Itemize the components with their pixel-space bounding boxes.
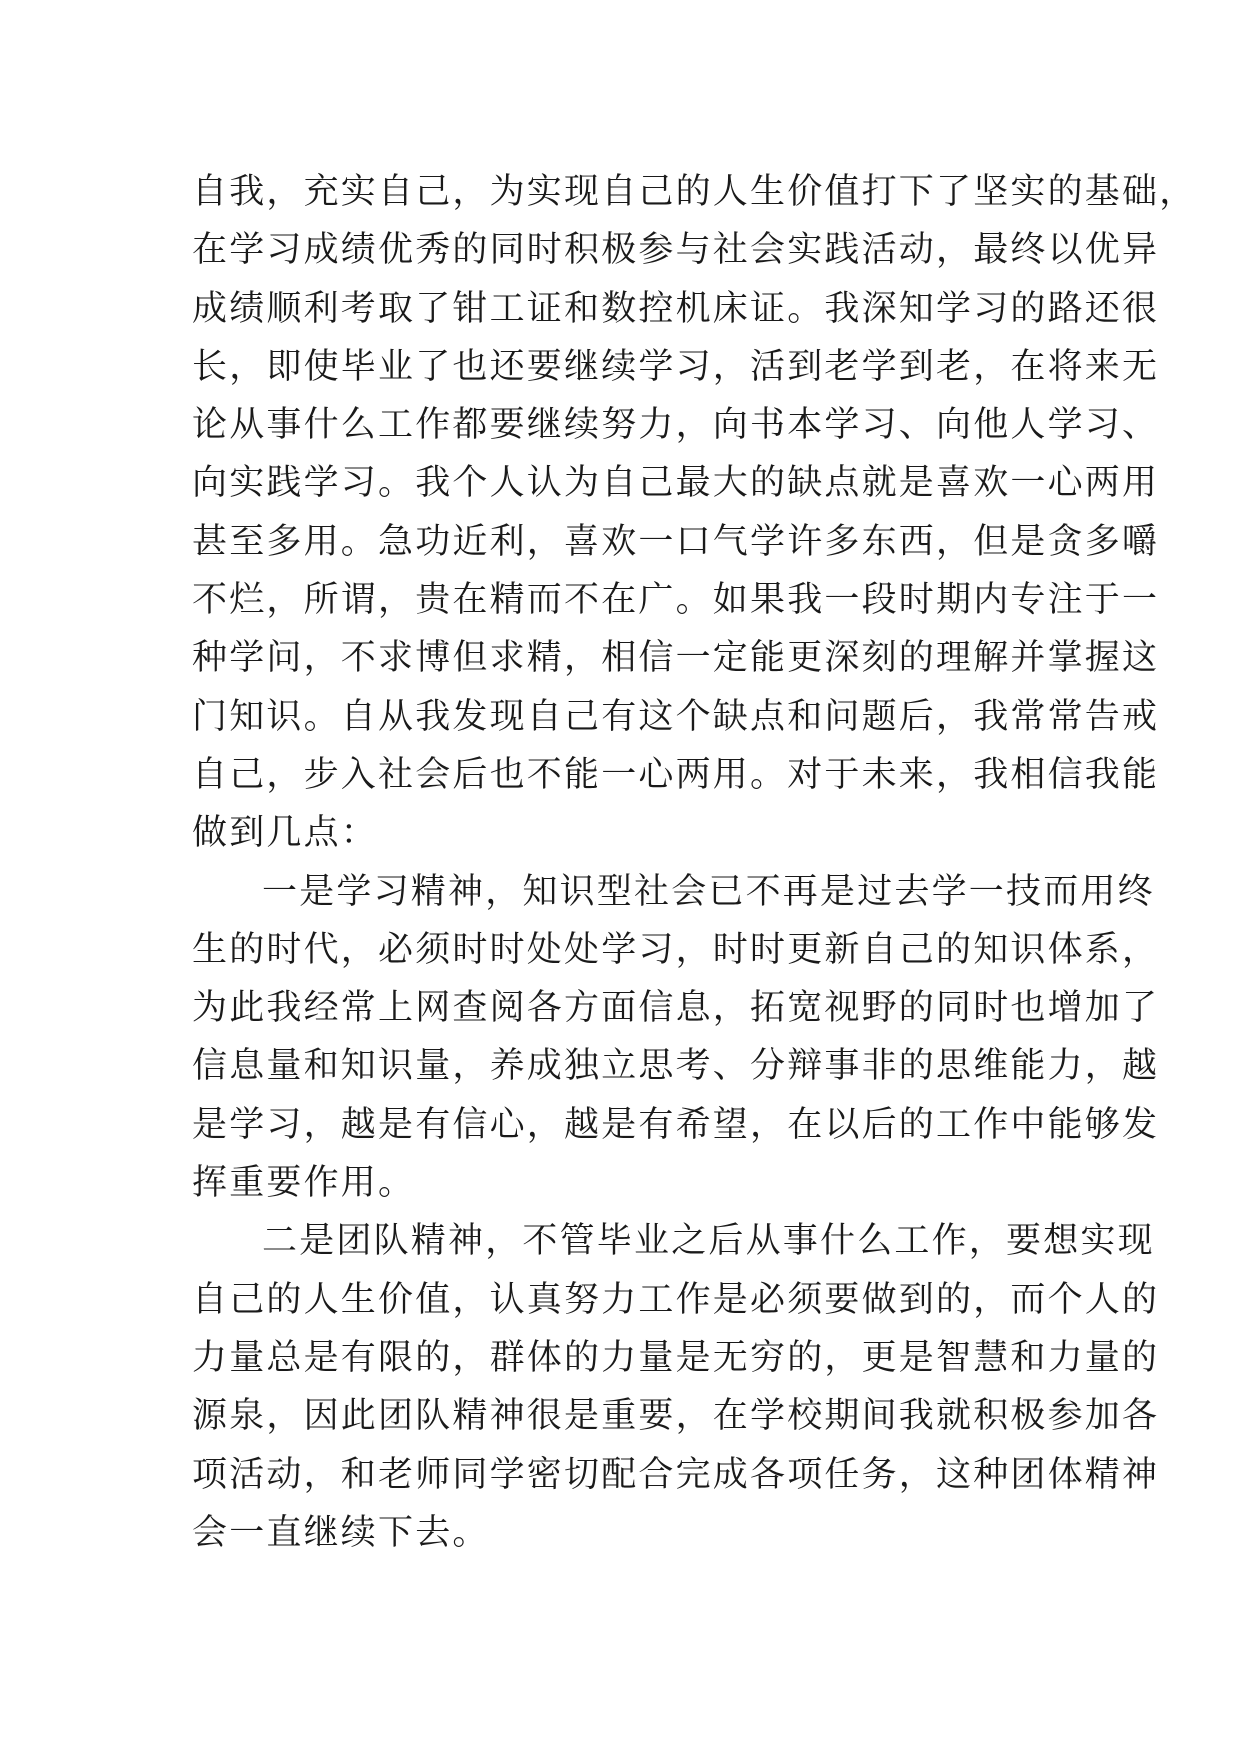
text-line: 甚至多用。急功近利，喜欢一口气学许多东西，但是贪多嚼 [192, 521, 1160, 562]
text-line: 门知识。自从我发现自己有这个缺点和问题后，我常常告戒 [192, 696, 1160, 737]
text-line: 源泉，因此团队精神很是重要，在学校期间我就积极参加各 [192, 1396, 1160, 1437]
text-line: 生的时代，必须时时处处学习，时时更新自己的知识体系， [192, 929, 1160, 970]
text-line: 力量总是有限的，群体的力量是无穷的，更是智慧和力量的 [192, 1337, 1160, 1378]
text-line: 项活动，和老师同学密切配合完成各项任务，这种团体精神 [192, 1454, 1160, 1495]
text-line: 自己的人生价值，认真努力工作是必须要做到的，而个人的 [192, 1279, 1160, 1320]
text-line: 论从事什么工作都要继续努力，向书本学习、向他人学习、 [192, 405, 1160, 446]
text-line: 种学问，不求博但求精，相信一定能更深刻的理解并掌握这 [192, 638, 1160, 679]
text-line: 自己，步入社会后也不能一心两用。对于未来，我相信我能 [192, 754, 1160, 795]
text-line: 会一直继续下去。 [192, 1512, 490, 1553]
text-line: 为此我经常上网查阅各方面信息，拓宽视野的同时也增加了 [192, 988, 1160, 1029]
paragraph-first-line: 二是团队精神，不管毕业之后从事什么工作，要想实现 [262, 1221, 1155, 1262]
text-line: 向实践学习。我个人认为自己最大的缺点就是喜欢一心两用 [192, 463, 1160, 504]
text-line: 挥重要作用。 [192, 1163, 416, 1204]
text-line: 信息量和知识量，养成独立思考、分辩事非的思维能力，越 [192, 1046, 1160, 1087]
text-line: 是学习，越是有信心，越是有希望，在以后的工作中能够发 [192, 1104, 1160, 1145]
text-line: 成绩顺利考取了钳工证和数控机床证。我深知学习的路还很 [192, 288, 1160, 329]
text-line: 在学习成绩优秀的同时积极参与社会实践活动，最终以优异 [192, 230, 1160, 271]
text-line: 长，即使毕业了也还要继续学习，活到老学到老，在将来无 [192, 346, 1160, 387]
paragraph-first-line: 一是学习精神，知识型社会已不再是过去学一技而用终 [262, 871, 1155, 912]
text-line: 做到几点： [192, 813, 379, 854]
text-line: 自我，充实自己，为实现自己的人生价值打下了坚实的基础， [192, 172, 1197, 212]
body-text [192, 163, 1197, 1562]
text-line: 不烂，所谓，贵在精而不在广。如果我一段时期内专注于一 [192, 580, 1160, 621]
